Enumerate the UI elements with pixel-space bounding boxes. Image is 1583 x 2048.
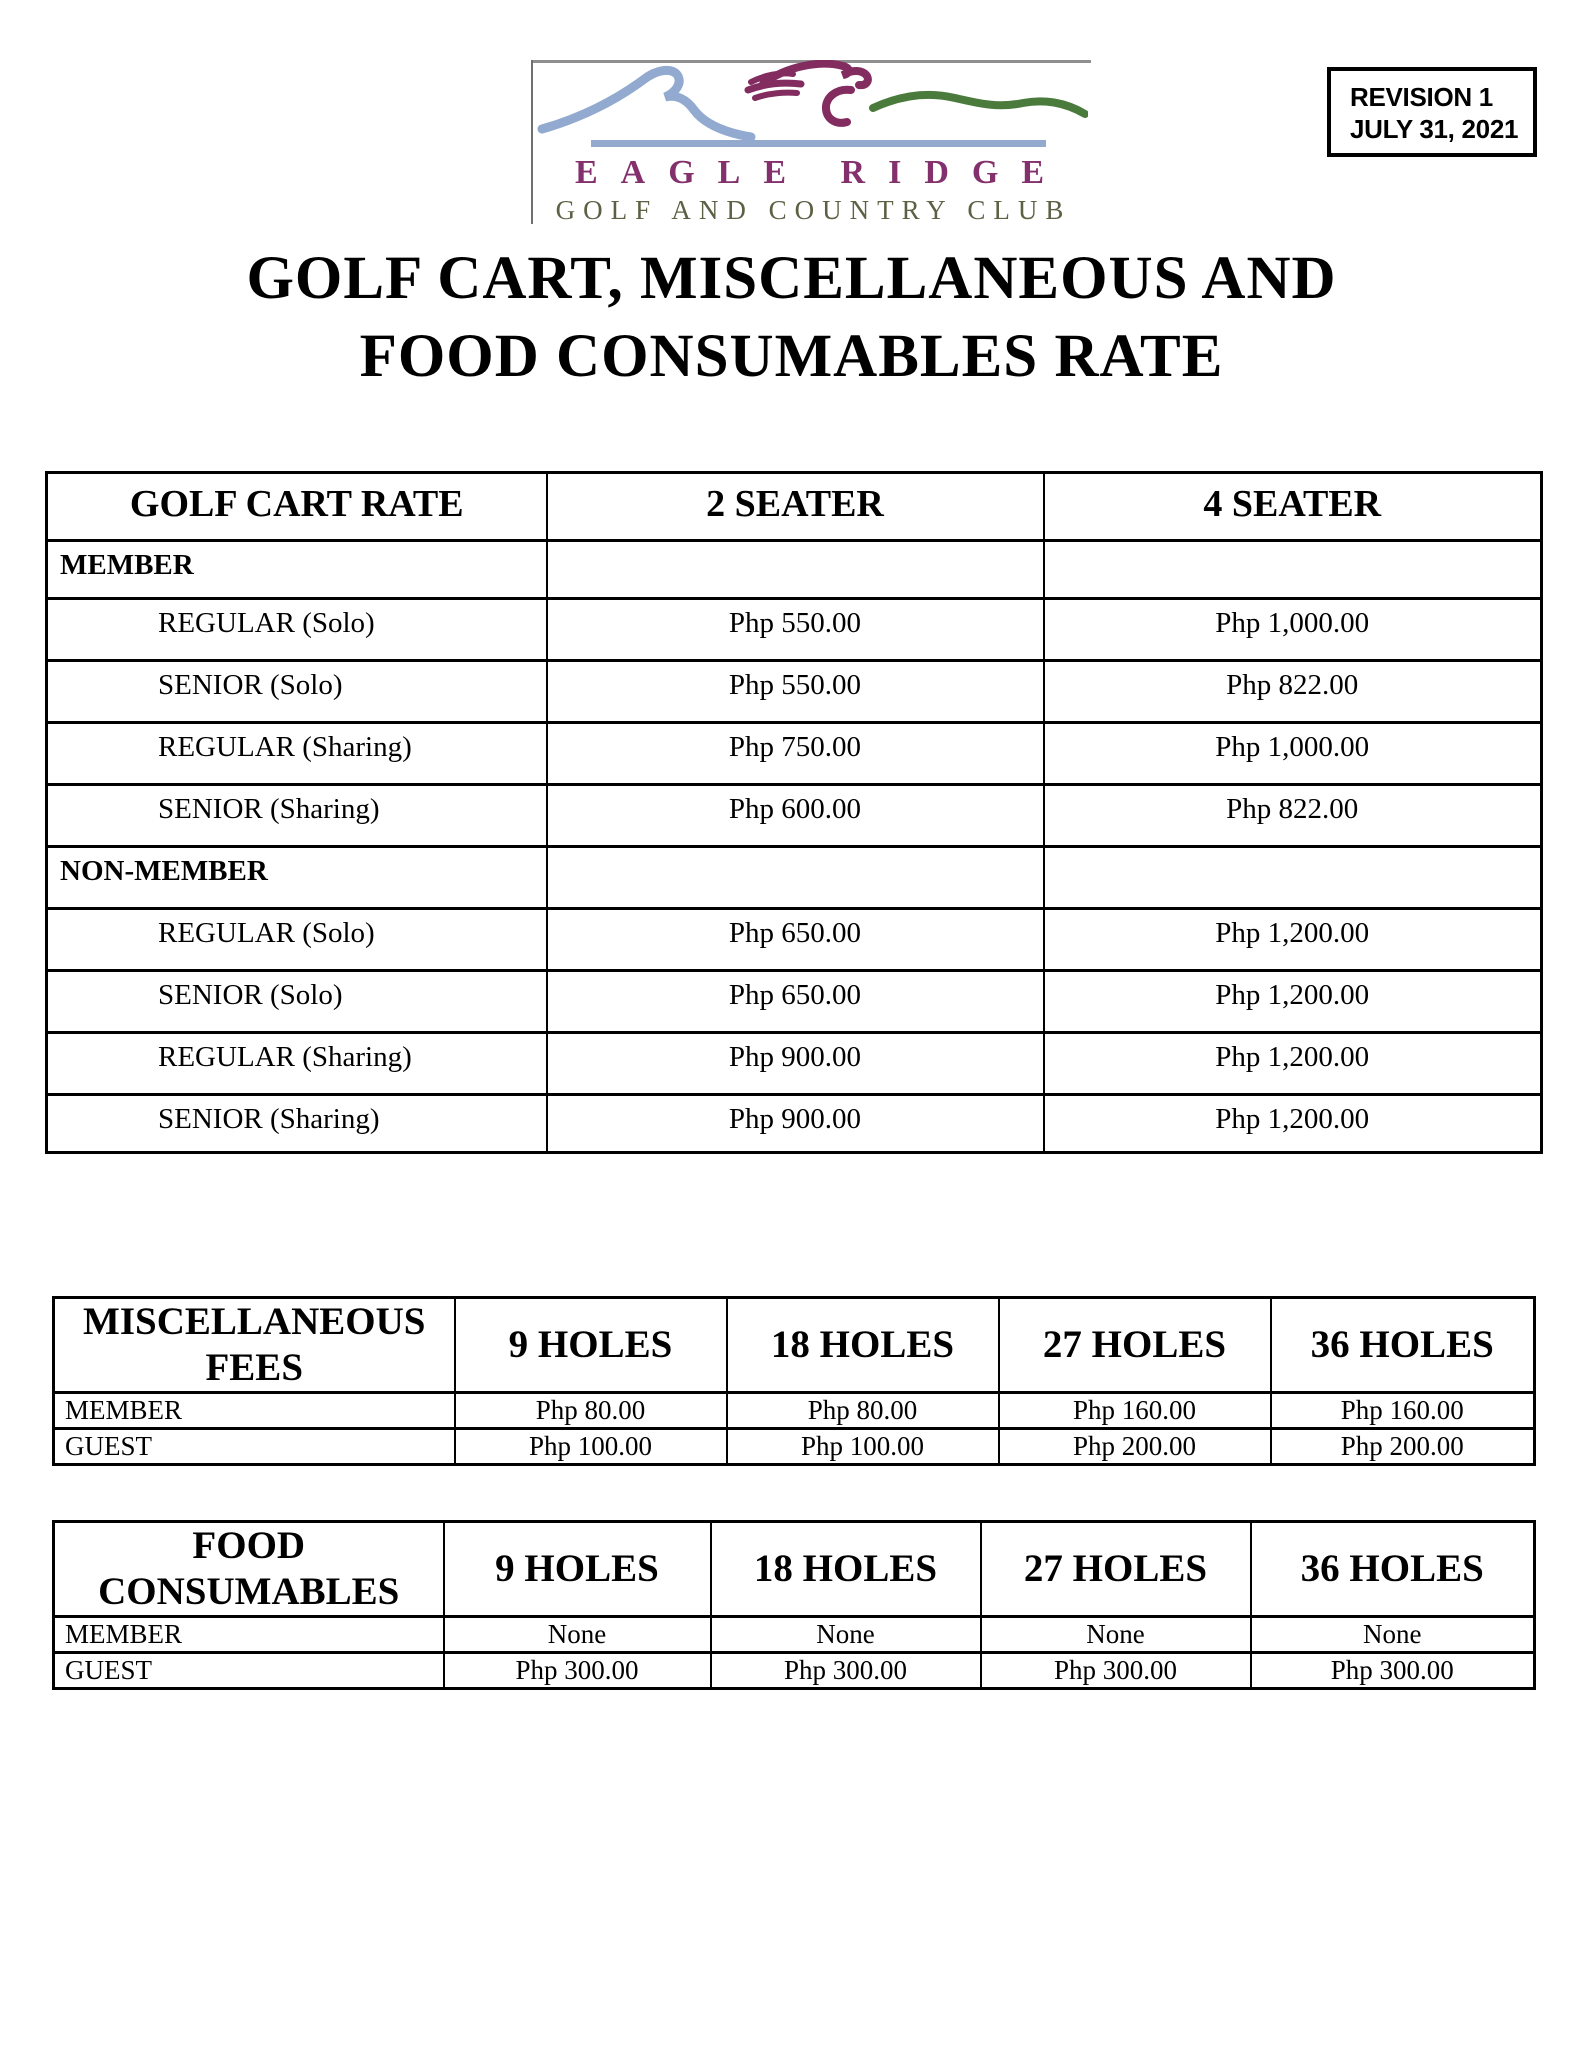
fee-value: Php 160.00	[1271, 1393, 1535, 1429]
fee-value: None	[1251, 1617, 1535, 1653]
rate-4-seater: Php 1,000.00	[1044, 723, 1542, 785]
rate-label: SENIOR (Sharing)	[47, 785, 547, 847]
eagle-ridge-logo	[531, 60, 1088, 226]
rate-2-seater: Php 900.00	[547, 1033, 1044, 1095]
row-label: GUEST	[54, 1429, 455, 1465]
eagle-neck-icon	[826, 90, 851, 123]
blue-bar-icon	[591, 140, 1046, 147]
fee-value: Php 100.00	[727, 1429, 999, 1465]
rate-2-seater: Php 900.00	[547, 1095, 1044, 1153]
golf-cart-header-row	[47, 473, 1542, 541]
eagle-mane-dash-icon	[755, 93, 797, 98]
food-consumables-table	[52, 1520, 1536, 1690]
rate-label: REGULAR (Solo)	[47, 599, 547, 661]
food-consumables-header-row	[54, 1522, 1535, 1617]
row-nonmember-senior-sharing	[47, 1095, 1542, 1153]
rate-2-seater: Php 550.00	[547, 599, 1044, 661]
rate-4-seater: Php 1,200.00	[1044, 1095, 1542, 1153]
rate-2-seater: Php 600.00	[547, 785, 1044, 847]
row-food-guest	[54, 1653, 1535, 1689]
rate-label: REGULAR (Sharing)	[47, 1033, 547, 1095]
rate-4-seater: Php 822.00	[1044, 661, 1542, 723]
revision-date: JULY 31, 2021	[1350, 114, 1519, 144]
row-nonmember-senior-solo	[47, 971, 1542, 1033]
row-member-regular-solo	[47, 599, 1542, 661]
fee-value: Php 300.00	[981, 1653, 1251, 1689]
golf-cart-rate-table	[45, 471, 1543, 1154]
section-row-non-member	[47, 847, 1542, 909]
rate-label: SENIOR (Solo)	[47, 661, 547, 723]
fee-value: None	[711, 1617, 981, 1653]
page-title-line2: FOOD CONSUMABLES RATE	[359, 323, 1224, 390]
empty-cell	[1044, 541, 1542, 599]
rate-2-seater: Php 650.00	[547, 971, 1044, 1033]
col-header-27-holes: 27 HOLES	[981, 1522, 1251, 1617]
col-header-27-holes: 27 HOLES	[999, 1298, 1271, 1393]
wave-swoosh-icon	[542, 70, 751, 137]
col-header-food-consumables: FOOD CONSUMABLES	[54, 1522, 444, 1617]
rate-2-seater: Php 550.00	[547, 661, 1044, 723]
section-label: MEMBER	[47, 541, 547, 599]
col-header-18-holes: 18 HOLES	[711, 1522, 981, 1617]
fee-value: Php 100.00	[455, 1429, 727, 1465]
rate-2-seater: Php 750.00	[547, 723, 1044, 785]
revision-number: REVISION 1	[1350, 82, 1493, 112]
rate-label: REGULAR (Sharing)	[47, 723, 547, 785]
section-label: NON-MEMBER	[47, 847, 547, 909]
row-member-regular-sharing	[47, 723, 1542, 785]
rate-label: SENIOR (Solo)	[47, 971, 547, 1033]
rate-2-seater: Php 650.00	[547, 909, 1044, 971]
section-row-member	[47, 541, 1542, 599]
fee-value: None	[444, 1617, 711, 1653]
col-header-golf-cart-rate: GOLF CART RATE	[47, 473, 547, 541]
empty-cell	[547, 541, 1044, 599]
row-member-senior-sharing	[47, 785, 1542, 847]
fee-value: Php 80.00	[727, 1393, 999, 1429]
rate-4-seater: Php 1,200.00	[1044, 909, 1542, 971]
fee-value: Php 200.00	[1271, 1429, 1535, 1465]
row-misc-guest	[54, 1429, 1535, 1465]
rate-label: SENIOR (Sharing)	[47, 1095, 547, 1153]
row-food-member	[54, 1617, 1535, 1653]
logo-club-subtitle: GOLF AND COUNTRY CLUB	[555, 195, 1072, 225]
eagle-mane-dash-icon	[748, 83, 801, 90]
col-header-36-holes: 36 HOLES	[1251, 1522, 1535, 1617]
rate-4-seater: Php 1,200.00	[1044, 1033, 1542, 1095]
page-title-line1: GOLF CART, MISCELLANEOUS AND	[246, 245, 1337, 312]
logo-club-name: EAGLE RIDGE	[575, 154, 1067, 191]
miscellaneous-fees-table	[52, 1296, 1536, 1466]
misc-fees-header-row	[54, 1298, 1535, 1393]
col-header-36-holes: 36 HOLES	[1271, 1298, 1535, 1393]
col-header-2-seater: 2 SEATER	[547, 473, 1044, 541]
col-header-4-seater: 4 SEATER	[1044, 473, 1542, 541]
row-member-senior-solo	[47, 661, 1542, 723]
row-label: GUEST	[54, 1653, 444, 1689]
rate-4-seater: Php 1,000.00	[1044, 599, 1542, 661]
fee-value: None	[981, 1617, 1251, 1653]
fee-value: Php 160.00	[999, 1393, 1271, 1429]
fee-value: Php 300.00	[1251, 1653, 1535, 1689]
green-squiggle-icon	[873, 95, 1085, 114]
rate-4-seater: Php 1,200.00	[1044, 971, 1542, 1033]
row-nonmember-regular-sharing	[47, 1033, 1542, 1095]
col-header-9-holes: 9 HOLES	[455, 1298, 727, 1393]
revision-box	[1327, 67, 1537, 157]
col-header-18-holes: 18 HOLES	[727, 1298, 999, 1393]
rate-4-seater: Php 822.00	[1044, 785, 1542, 847]
empty-cell	[1044, 847, 1542, 909]
fee-value: Php 300.00	[711, 1653, 981, 1689]
fee-value: Php 200.00	[999, 1429, 1271, 1465]
rate-label: REGULAR (Solo)	[47, 909, 547, 971]
empty-cell	[547, 847, 1044, 909]
fee-value: Php 300.00	[444, 1653, 711, 1689]
col-header-miscellaneous-fees: MISCELLANEOUS FEES	[54, 1298, 455, 1393]
logo-graphic-icon	[531, 60, 1088, 155]
row-label: MEMBER	[54, 1393, 455, 1429]
col-header-9-holes: 9 HOLES	[444, 1522, 711, 1617]
row-misc-member	[54, 1393, 1535, 1429]
row-label: MEMBER	[54, 1617, 444, 1653]
page-title	[0, 240, 1583, 396]
fee-value: Php 80.00	[455, 1393, 727, 1429]
row-nonmember-regular-solo	[47, 909, 1542, 971]
